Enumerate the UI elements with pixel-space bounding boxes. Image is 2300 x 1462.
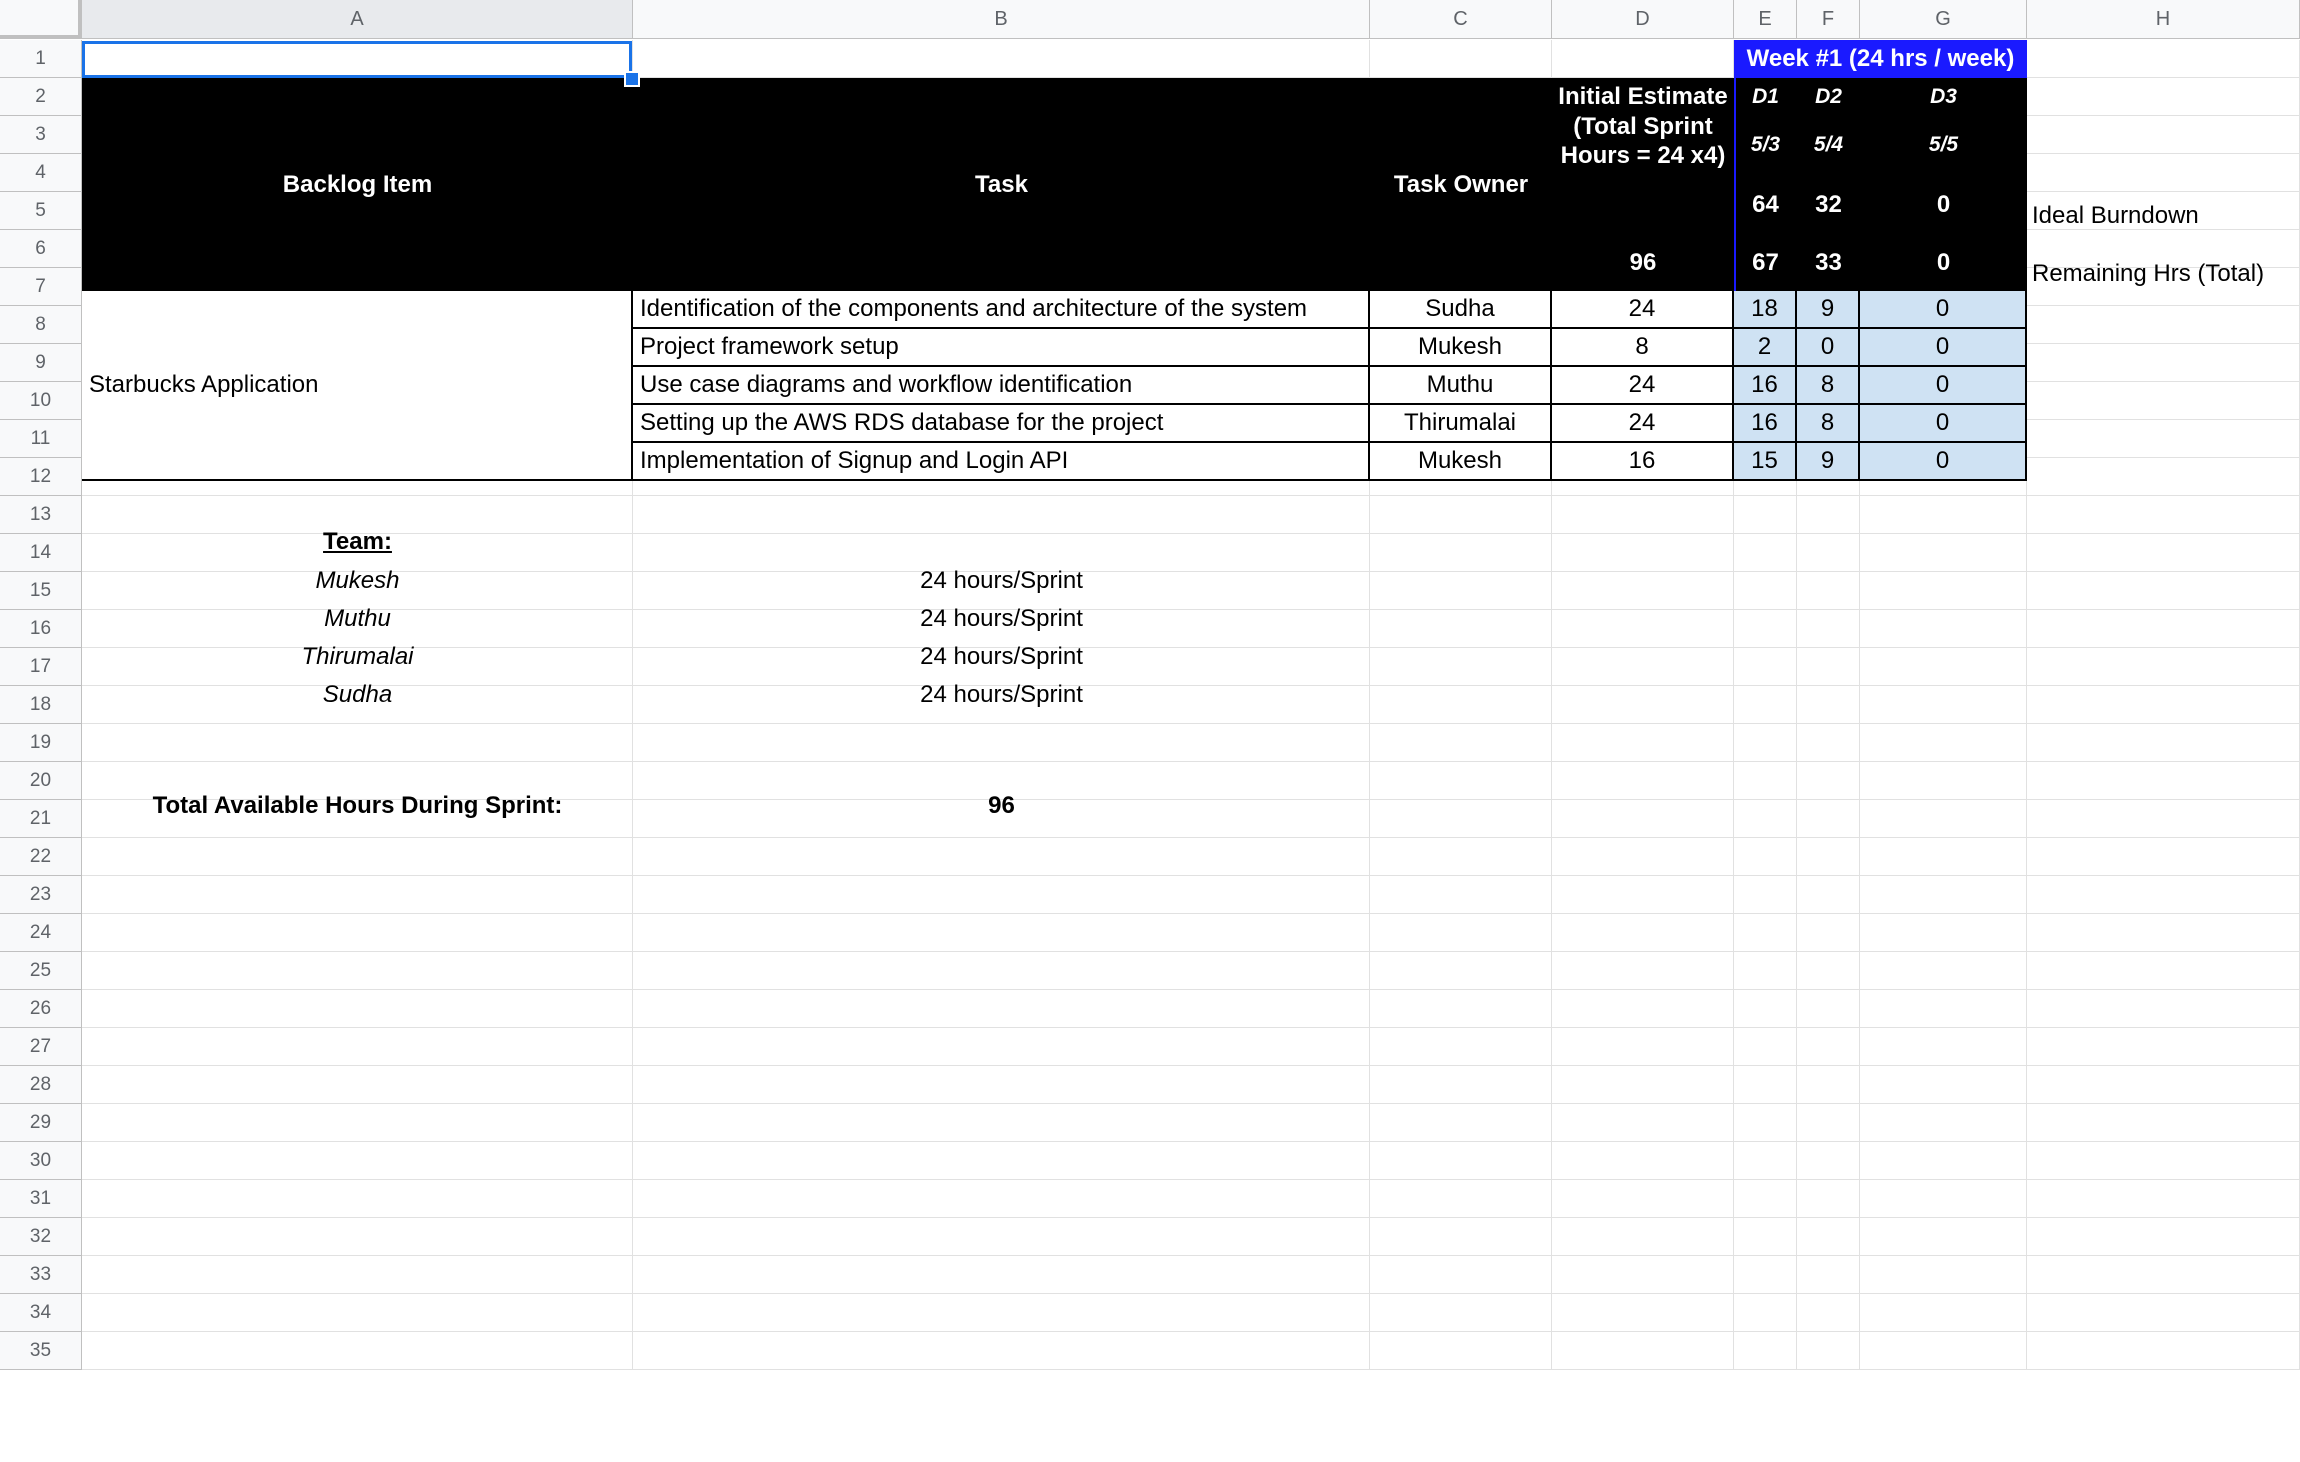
grid-cell[interactable] <box>1734 648 1797 686</box>
grid-cell[interactable] <box>1370 800 1552 838</box>
row-header[interactable]: 29 <box>0 1104 82 1142</box>
row-header[interactable]: 35 <box>0 1332 82 1370</box>
grid-cell[interactable] <box>1734 876 1797 914</box>
column-header-e[interactable]: E <box>1734 0 1797 39</box>
team-member-hours[interactable]: 24 hours/Sprint <box>920 605 1083 632</box>
grid-cell[interactable] <box>1797 1028 1860 1066</box>
grid-cell[interactable] <box>1370 876 1552 914</box>
row-header[interactable]: 10 <box>0 382 82 420</box>
grid-cell[interactable] <box>1734 1104 1797 1142</box>
row-header[interactable]: 13 <box>0 496 82 534</box>
grid-cell[interactable] <box>2027 344 2300 382</box>
grid-cell[interactable] <box>1797 572 1860 610</box>
row-header[interactable]: 12 <box>0 458 82 496</box>
grid-cell[interactable] <box>2027 686 2300 724</box>
grid-cell[interactable] <box>1797 1332 1860 1370</box>
grid-cell[interactable] <box>2027 116 2300 154</box>
row-header[interactable]: 22 <box>0 838 82 876</box>
row-header[interactable]: 5 <box>0 192 82 230</box>
grid-cell[interactable] <box>1797 914 1860 952</box>
grid-cell[interactable] <box>1797 1180 1860 1218</box>
task-owner-cell[interactable]: Sudha <box>1370 291 1552 329</box>
grid-cell[interactable] <box>2027 1332 2300 1370</box>
grid-cell[interactable] <box>1860 496 2027 534</box>
grid-cell[interactable] <box>1797 800 1860 838</box>
grid-cell[interactable] <box>1734 1218 1797 1256</box>
row-header[interactable]: 34 <box>0 1294 82 1332</box>
grid-cell[interactable] <box>1370 1066 1552 1104</box>
task-estimate-cell[interactable]: 24 <box>1552 291 1734 329</box>
grid-cell[interactable] <box>1734 800 1797 838</box>
grid-cell[interactable] <box>82 914 633 952</box>
grid-cell[interactable] <box>1370 1218 1552 1256</box>
grid-cell[interactable] <box>633 724 1370 762</box>
grid-cell[interactable] <box>1860 1294 2027 1332</box>
grid-cell[interactable] <box>82 1142 633 1180</box>
row-header[interactable]: 33 <box>0 1256 82 1294</box>
grid-cell[interactable] <box>633 1104 1370 1142</box>
grid-cell[interactable] <box>82 990 633 1028</box>
grid-cell[interactable] <box>1370 1142 1552 1180</box>
initial-estimate-line1: Initial Estimate <box>1558 83 1728 110</box>
grid-cell[interactable] <box>1370 914 1552 952</box>
grid-cell[interactable] <box>1370 838 1552 876</box>
initial-estimate-line2: (Total Sprint <box>1573 113 1713 140</box>
team-member-hours[interactable]: 24 hours/Sprint <box>920 567 1083 594</box>
grid-cell[interactable] <box>1797 1294 1860 1332</box>
grid-cell[interactable] <box>1552 610 1734 648</box>
task-d1-cell[interactable]: 16 <box>1734 367 1797 405</box>
row-header[interactable]: 16 <box>0 610 82 648</box>
task-estimate-cell[interactable]: 24 <box>1552 367 1734 405</box>
column-header-b[interactable]: B <box>633 0 1370 39</box>
grid-cell[interactable] <box>633 838 1370 876</box>
task-d3-cell[interactable]: 0 <box>1860 443 2027 481</box>
grid-cell[interactable] <box>633 40 1370 78</box>
task-d3-cell[interactable]: 0 <box>1860 405 2027 443</box>
grid-cell[interactable] <box>82 1332 633 1370</box>
grid-cell[interactable] <box>1370 724 1552 762</box>
grid-cell[interactable] <box>1797 648 1860 686</box>
grid-cell[interactable] <box>2027 1256 2300 1294</box>
row-header[interactable]: 19 <box>0 724 82 762</box>
initial-estimate-line3: Hours = 24 x4) <box>1560 142 1726 169</box>
remaining-d1[interactable]: 67 <box>1752 249 1779 276</box>
grid-cell[interactable] <box>1552 1066 1734 1104</box>
day-date-d3[interactable]: 5/5 <box>1928 133 1959 156</box>
remaining-hrs-label[interactable]: Remaining Hrs (Total) <box>2032 260 2265 287</box>
team-label[interactable]: Team: <box>323 528 392 555</box>
row-header[interactable]: 4 <box>0 154 82 192</box>
task-d1-cell[interactable]: 2 <box>1734 329 1797 367</box>
grid-cell[interactable] <box>1552 914 1734 952</box>
grid-cell[interactable] <box>2027 762 2300 800</box>
grid-cell[interactable] <box>1797 990 1860 1028</box>
grid-cell[interactable] <box>2027 40 2300 78</box>
grid-cell[interactable] <box>2027 876 2300 914</box>
grid-cell[interactable] <box>1734 1142 1797 1180</box>
grid-cell[interactable] <box>1370 762 1552 800</box>
grid-cell[interactable] <box>82 876 633 914</box>
day-label-d1[interactable]: D1 <box>1752 85 1779 108</box>
column-header-g[interactable]: G <box>1860 0 2027 39</box>
grid-cell[interactable] <box>1860 1028 2027 1066</box>
grid-cell[interactable] <box>1797 610 1860 648</box>
grid-cell[interactable] <box>1734 1294 1797 1332</box>
grid-cell[interactable] <box>1370 1104 1552 1142</box>
backlog-item-cell[interactable]: Starbucks Application <box>82 291 633 481</box>
grid-cell[interactable] <box>1552 1104 1734 1142</box>
grid-cell[interactable] <box>1370 1256 1552 1294</box>
grid-cell[interactable] <box>1552 648 1734 686</box>
grid-cell[interactable] <box>633 1294 1370 1332</box>
grid-cell[interactable] <box>1860 1332 2027 1370</box>
grid-cell[interactable] <box>1370 1294 1552 1332</box>
grid-cell[interactable] <box>1797 762 1860 800</box>
column-header-c[interactable]: C <box>1370 0 1552 39</box>
grid-cell[interactable] <box>1734 1066 1797 1104</box>
grid-cell[interactable] <box>82 1294 633 1332</box>
grid-cell[interactable] <box>1370 496 1552 534</box>
grid-cell[interactable] <box>2027 382 2300 420</box>
grid-cell[interactable] <box>1734 838 1797 876</box>
task-d2-cell[interactable]: 8 <box>1797 405 1860 443</box>
grid-cell[interactable] <box>1860 1180 2027 1218</box>
grid-cell[interactable] <box>633 952 1370 990</box>
grid-cell[interactable] <box>1370 534 1552 572</box>
team-member-name[interactable]: Thirumalai <box>301 643 414 670</box>
task-owner-cell[interactable]: Thirumalai <box>1370 405 1552 443</box>
total-hours-label[interactable]: Total Available Hours During Sprint: <box>152 792 563 819</box>
fill-handle[interactable] <box>624 71 640 87</box>
row-header[interactable]: 21 <box>0 800 82 838</box>
grid-cell[interactable] <box>1860 1066 2027 1104</box>
grid-cell[interactable] <box>82 838 633 876</box>
grid-cell[interactable] <box>82 724 633 762</box>
grid-cell[interactable] <box>1734 1256 1797 1294</box>
grid-cell[interactable] <box>1552 762 1734 800</box>
grid-cell[interactable] <box>2027 78 2300 116</box>
task-name-cell[interactable]: Project framework setup <box>633 329 1370 367</box>
grid-cell[interactable] <box>1552 534 1734 572</box>
grid-cell[interactable] <box>2027 572 2300 610</box>
grid-cell[interactable] <box>2027 648 2300 686</box>
grid-cell[interactable] <box>1370 40 1552 78</box>
grid-cell[interactable] <box>2027 1142 2300 1180</box>
grid-cell[interactable] <box>1797 496 1860 534</box>
grid-cell[interactable] <box>1860 1256 2027 1294</box>
column-header-d[interactable]: D <box>1552 0 1734 39</box>
task-name-cell[interactable]: Setting up the AWS RDS database for the project <box>633 405 1370 443</box>
grid-cell[interactable] <box>1734 534 1797 572</box>
grid-cell[interactable] <box>1552 496 1734 534</box>
grid-cell[interactable] <box>633 1066 1370 1104</box>
grid-cell[interactable] <box>1552 40 1734 78</box>
grid-cell[interactable] <box>1370 1028 1552 1066</box>
task-d3-cell[interactable]: 0 <box>1860 367 2027 405</box>
header-task[interactable]: Task <box>633 78 1370 291</box>
header-task-owner[interactable]: Task Owner <box>1370 78 1552 291</box>
week-title[interactable]: Week #1 (24 hrs / week) <box>1734 40 2027 78</box>
grid-cell[interactable] <box>1860 914 2027 952</box>
team-member-name[interactable]: Sudha <box>322 681 393 708</box>
team-member-name[interactable]: Muthu <box>324 605 391 632</box>
grid-cell[interactable] <box>2027 1028 2300 1066</box>
grid-cell[interactable] <box>633 1028 1370 1066</box>
grid-cell[interactable] <box>1552 800 1734 838</box>
grid-cell[interactable] <box>1370 572 1552 610</box>
grid-cell[interactable] <box>1734 686 1797 724</box>
grid-cell[interactable] <box>1552 876 1734 914</box>
column-header-h[interactable]: H <box>2027 0 2300 39</box>
row-header[interactable]: 1 <box>0 40 82 78</box>
grid-cell[interactable] <box>1860 1142 2027 1180</box>
grid-cell[interactable] <box>1370 1332 1552 1370</box>
row-header[interactable]: 9 <box>0 344 82 382</box>
grid-cell[interactable] <box>1552 1256 1734 1294</box>
grid-cell[interactable] <box>1860 534 2027 572</box>
grid-cell[interactable] <box>1797 1066 1860 1104</box>
grid-cell[interactable] <box>633 990 1370 1028</box>
grid-cell[interactable] <box>2027 914 2300 952</box>
grid-cell[interactable] <box>1552 724 1734 762</box>
grid-cell[interactable] <box>1552 1180 1734 1218</box>
column-header-a[interactable]: A <box>82 0 633 39</box>
row-header[interactable]: 30 <box>0 1142 82 1180</box>
grid-cell[interactable] <box>1860 1218 2027 1256</box>
grid-cell[interactable] <box>1734 762 1797 800</box>
row-header[interactable]: 25 <box>0 952 82 990</box>
row-header[interactable]: 26 <box>0 990 82 1028</box>
grid-cell[interactable] <box>2027 1218 2300 1256</box>
select-all-corner[interactable] <box>0 0 82 39</box>
row-header[interactable]: 23 <box>0 876 82 914</box>
row-header[interactable]: 2 <box>0 78 82 116</box>
grid-cell[interactable] <box>82 952 633 990</box>
grid-cell[interactable] <box>1860 648 2027 686</box>
row-header[interactable]: 11 <box>0 420 82 458</box>
grid-cell[interactable] <box>1860 876 2027 914</box>
grid-cell[interactable] <box>1797 686 1860 724</box>
header-backlog-item[interactable]: Backlog Item <box>82 78 633 291</box>
grid-cell[interactable] <box>1797 1142 1860 1180</box>
grid-cell[interactable] <box>633 876 1370 914</box>
ideal-d2[interactable]: 32 <box>1815 191 1842 218</box>
row-header[interactable]: 3 <box>0 116 82 154</box>
grid-cell[interactable] <box>1370 1180 1552 1218</box>
ideal-burndown-label[interactable]: Ideal Burndown <box>2032 202 2199 229</box>
grid-cell[interactable] <box>1797 838 1860 876</box>
grid-cell[interactable] <box>82 1066 633 1104</box>
task-estimate-cell[interactable]: 8 <box>1552 329 1734 367</box>
grid-cell[interactable] <box>1860 800 2027 838</box>
grid-cell[interactable] <box>1860 762 2027 800</box>
task-d2-cell[interactable]: 9 <box>1797 291 1860 329</box>
row-header[interactable]: 6 <box>0 230 82 268</box>
grid-cell[interactable] <box>1552 1028 1734 1066</box>
grid-cell[interactable] <box>1797 724 1860 762</box>
task-owner-cell[interactable]: Muthu <box>1370 367 1552 405</box>
team-member-hours[interactable]: 24 hours/Sprint <box>920 681 1083 708</box>
total-hours-value[interactable]: 96 <box>988 792 1015 819</box>
grid-cell[interactable] <box>1860 572 2027 610</box>
grid-cell[interactable] <box>1734 496 1797 534</box>
grid-cell[interactable] <box>2027 1180 2300 1218</box>
grid-cell[interactable] <box>1552 952 1734 990</box>
grid-cell[interactable] <box>633 1218 1370 1256</box>
task-d3-cell[interactable]: 0 <box>1860 329 2027 367</box>
task-estimate-cell[interactable]: 24 <box>1552 405 1734 443</box>
grid-cell[interactable] <box>1797 534 1860 572</box>
day-date-d2[interactable]: 5/4 <box>1813 133 1844 156</box>
grid-cell[interactable] <box>1552 990 1734 1028</box>
row-header[interactable]: 27 <box>0 1028 82 1066</box>
day-label-d3[interactable]: D3 <box>1930 85 1957 108</box>
grid-cell[interactable] <box>1734 914 1797 952</box>
task-owner-cell[interactable]: Mukesh <box>1370 443 1552 481</box>
grid-cell[interactable] <box>633 1256 1370 1294</box>
grid-cell[interactable] <box>1860 952 2027 990</box>
row-header[interactable]: 20 <box>0 762 82 800</box>
grid-cell[interactable] <box>2027 952 2300 990</box>
grid-cell[interactable] <box>2027 154 2300 192</box>
task-name-cell[interactable]: Implementation of Signup and Login API <box>633 443 1370 481</box>
grid-cell[interactable] <box>1734 572 1797 610</box>
grid-cell[interactable] <box>2027 724 2300 762</box>
grid-cell[interactable] <box>1860 724 2027 762</box>
grid-cell[interactable] <box>633 914 1370 952</box>
grid-cell[interactable] <box>2027 1104 2300 1142</box>
grid-cell[interactable] <box>2027 1066 2300 1104</box>
grid-cell[interactable] <box>1734 952 1797 990</box>
grid-cell[interactable] <box>633 1332 1370 1370</box>
grid-cell[interactable] <box>1370 990 1552 1028</box>
task-d2-cell[interactable]: 0 <box>1797 329 1860 367</box>
grid-cell[interactable] <box>2027 458 2300 496</box>
remaining-d2[interactable]: 33 <box>1815 249 1842 276</box>
grid-cell[interactable] <box>1734 1180 1797 1218</box>
task-name-cell[interactable]: Identification of the components and architecture of the system <box>633 291 1370 329</box>
grid-cell[interactable] <box>1734 610 1797 648</box>
task-d2-cell[interactable]: 9 <box>1797 443 1860 481</box>
grid-cell[interactable] <box>1370 610 1552 648</box>
grid-cell[interactable] <box>82 1256 633 1294</box>
grid-cell[interactable] <box>1860 838 2027 876</box>
grid-cell[interactable] <box>2027 534 2300 572</box>
grid-cell[interactable] <box>633 1180 1370 1218</box>
grid-cell[interactable] <box>1734 990 1797 1028</box>
grid-cell[interactable] <box>1734 1332 1797 1370</box>
grid-cell[interactable] <box>633 1142 1370 1180</box>
grid-cell[interactable] <box>2027 610 2300 648</box>
grid-cell[interactable] <box>82 1180 633 1218</box>
grid-cell[interactable] <box>1797 952 1860 990</box>
grid-cell[interactable] <box>2027 420 2300 458</box>
row-header[interactable]: 8 <box>0 306 82 344</box>
day-date-d1[interactable]: 5/3 <box>1750 133 1781 156</box>
task-name-cell[interactable]: Use case diagrams and workflow identification <box>633 367 1370 405</box>
task-owner-cell[interactable]: Mukesh <box>1370 329 1552 367</box>
grid-cell[interactable] <box>2027 990 2300 1028</box>
grid-cell[interactable] <box>1370 686 1552 724</box>
row-header[interactable]: 31 <box>0 1180 82 1218</box>
grid-cell[interactable] <box>1552 686 1734 724</box>
initial-estimate-total[interactable]: 96 <box>1629 249 1657 276</box>
task-estimate-cell[interactable]: 16 <box>1552 443 1734 481</box>
ideal-d3[interactable]: 0 <box>1936 191 1951 218</box>
grid-cell[interactable] <box>2027 800 2300 838</box>
task-d1-cell[interactable]: 16 <box>1734 405 1797 443</box>
grid-cell[interactable] <box>82 1028 633 1066</box>
grid-cell[interactable] <box>1860 1104 2027 1142</box>
team-member-hours[interactable]: 24 hours/Sprint <box>920 643 1083 670</box>
grid-cell[interactable] <box>1734 724 1797 762</box>
grid-cell[interactable] <box>1552 1332 1734 1370</box>
grid-cell[interactable] <box>1734 1028 1797 1066</box>
grid-cell[interactable] <box>1797 1218 1860 1256</box>
grid-cell[interactable] <box>2027 1294 2300 1332</box>
row-header[interactable]: 7 <box>0 268 82 306</box>
row-header[interactable]: 17 <box>0 648 82 686</box>
row-header[interactable]: 32 <box>0 1218 82 1256</box>
team-member-name[interactable]: Mukesh <box>315 567 400 594</box>
grid-cell[interactable] <box>2027 838 2300 876</box>
task-d1-cell[interactable]: 18 <box>1734 291 1797 329</box>
row-header[interactable]: 15 <box>0 572 82 610</box>
grid-cell[interactable] <box>1370 952 1552 990</box>
grid-cell[interactable] <box>1797 876 1860 914</box>
row-header[interactable]: 18 <box>0 686 82 724</box>
grid-cell[interactable] <box>1552 1142 1734 1180</box>
task-d1-cell[interactable]: 15 <box>1734 443 1797 481</box>
grid-cell[interactable] <box>2027 306 2300 344</box>
grid-cell[interactable] <box>1552 572 1734 610</box>
grid-cell[interactable] <box>1552 1218 1734 1256</box>
ideal-d1[interactable]: 64 <box>1752 191 1779 218</box>
grid-cell[interactable] <box>2027 496 2300 534</box>
row-header[interactable]: 28 <box>0 1066 82 1104</box>
task-d3-cell[interactable]: 0 <box>1860 291 2027 329</box>
task-d2-cell[interactable]: 8 <box>1797 367 1860 405</box>
grid-cell[interactable] <box>82 1218 633 1256</box>
grid-cell[interactable] <box>1797 1256 1860 1294</box>
row-header[interactable]: 14 <box>0 534 82 572</box>
day-label-d2[interactable]: D2 <box>1815 85 1842 108</box>
selected-cell-a1[interactable] <box>82 41 632 78</box>
grid-cell[interactable] <box>82 1104 633 1142</box>
column-header-f[interactable]: F <box>1797 0 1860 39</box>
grid-cell[interactable] <box>1860 610 2027 648</box>
remaining-d3[interactable]: 0 <box>1936 249 1951 276</box>
grid-cell[interactable] <box>1370 648 1552 686</box>
grid-cell[interactable] <box>1797 1104 1860 1142</box>
row-header[interactable]: 24 <box>0 914 82 952</box>
grid-cell[interactable] <box>1552 1294 1734 1332</box>
grid-cell[interactable] <box>1552 838 1734 876</box>
grid-cell[interactable] <box>1860 990 2027 1028</box>
grid-cell[interactable] <box>633 496 1370 534</box>
grid-cell[interactable] <box>1860 686 2027 724</box>
